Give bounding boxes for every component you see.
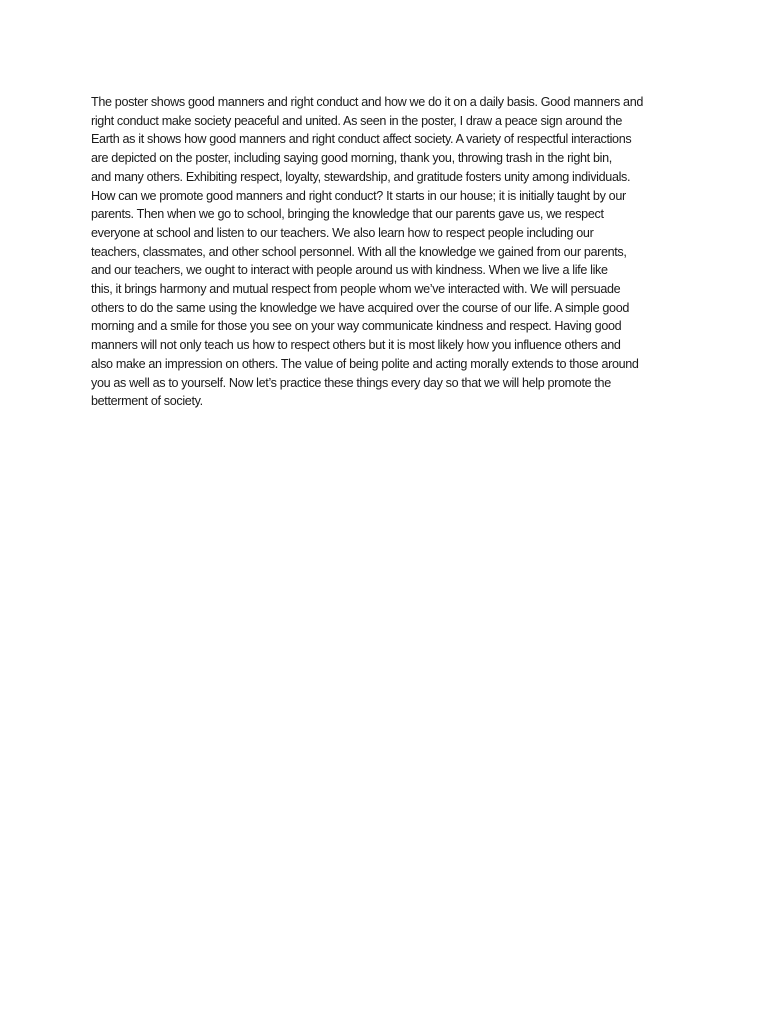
- paragraph-line: right conduct make society peaceful and united. As seen in the poster, I draw a peace sign around the: [91, 113, 623, 128]
- paragraph-line: parents. Then when we go to school, bringing the knowledge that our parents gave us, we respect: [91, 207, 604, 222]
- paragraph-line: everyone at school and listen to our teachers. We also learn how to respect people including our: [91, 225, 594, 240]
- essay-paragraph: [91, 93, 691, 411]
- paragraph-line: this, it brings harmony and mutual respect from people whom we’ve interacted with. We will persuade: [91, 282, 621, 297]
- paragraph-line: also make an impression on others. The value of being polite and acting morally extends to those around: [91, 356, 639, 371]
- paragraph-line: betterment of society.: [91, 394, 203, 409]
- paragraph-line: others to do the same using the knowledge we have acquired over the course of our life. A simple good: [91, 300, 630, 315]
- paragraph-line: morning and a smile for those you see on your way communicate kindness and respect. Having good: [91, 319, 622, 334]
- paragraph-line: How can we promote good manners and right conduct? It starts in our house; it is initially taught by our: [91, 188, 626, 203]
- paragraph-line: Earth as it shows how good manners and right conduct affect society. A variety of respectful interactions: [91, 132, 632, 147]
- paragraph-line: and our teachers, we ought to interact with people around us with kindness. When we live a life like: [91, 263, 608, 278]
- paragraph-line: are depicted on the poster, including saying good morning, thank you, throwing trash in the right bin,: [91, 151, 612, 166]
- paragraph-line: manners will not only teach us how to respect others but it is most likely how you influence others and: [91, 338, 621, 353]
- paragraph-line: The poster shows good manners and right conduct and how we do it on a daily basis. Good manners and: [91, 95, 644, 109]
- paragraph-line: you as well as to yourself. Now let’s practice these things every day so that we will help promote the: [91, 375, 611, 390]
- paragraph-line: teachers, classmates, and other school personnel. With all the knowledge we gained from our parents,: [91, 244, 627, 259]
- paragraph-line: and many others. Exhibiting respect, loyalty, stewardship, and gratitude fosters unity among individuals.: [91, 169, 631, 184]
